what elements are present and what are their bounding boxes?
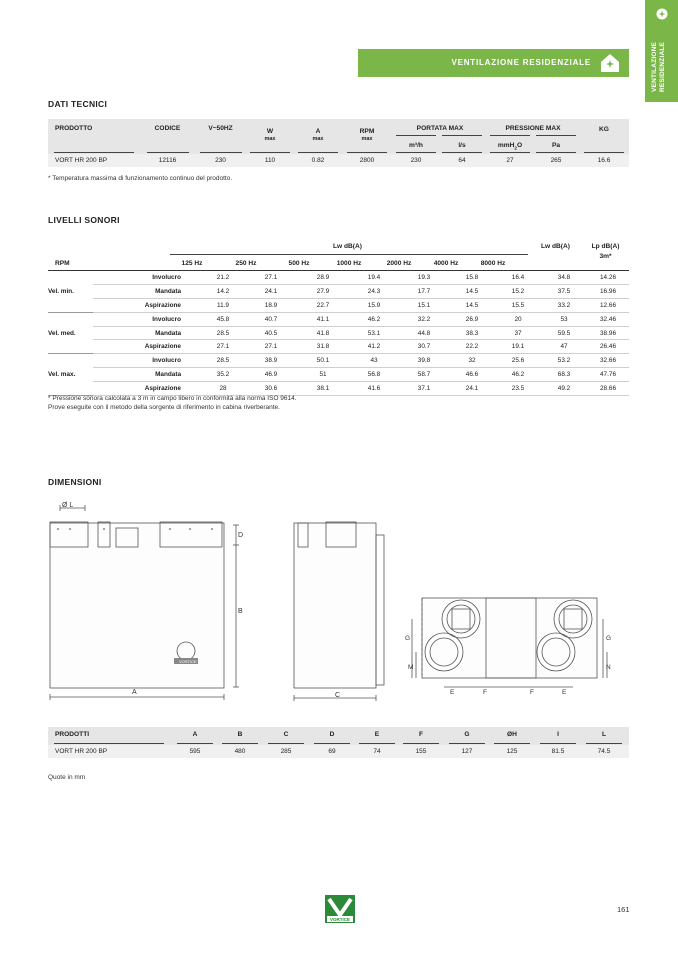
sound-row xyxy=(48,284,629,298)
sound-value: 16.4 xyxy=(495,271,541,284)
sound-row xyxy=(48,368,629,382)
sound-value: 46.6 xyxy=(449,368,495,382)
sound-value: 22.2 xyxy=(449,340,495,354)
sound-value: 22.7 xyxy=(297,298,349,312)
freq-header: 250 Hz xyxy=(235,260,257,267)
side-tab-label: VENTILAZIONE RESIDENZIALE xyxy=(651,41,666,92)
sound-value: 53.2 xyxy=(541,354,587,368)
sound-value: 38.96 xyxy=(587,326,629,340)
sound-value: 53.1 xyxy=(349,326,399,340)
sound-value: 34.8 xyxy=(541,271,587,284)
sound-row xyxy=(48,298,629,312)
col-volt: V~50HZ xyxy=(208,125,233,132)
dim-header: A xyxy=(192,731,198,738)
dim-header-rule xyxy=(359,743,395,744)
sound-value: 39.8 xyxy=(399,354,449,368)
sound-value: 59.5 xyxy=(541,326,587,340)
measure-label: Aspirazione xyxy=(93,298,201,312)
sound-value: 30.6 xyxy=(245,382,297,396)
dim-header: PRODOTTI xyxy=(55,731,90,738)
sound-value: 19.4 xyxy=(349,271,399,284)
row-w: 110 xyxy=(264,157,276,164)
sound-value: 53 xyxy=(541,312,587,326)
sound-value: 30.7 xyxy=(399,340,449,354)
dim-header-rule xyxy=(586,743,622,744)
dim-header: G xyxy=(464,731,470,738)
sound-value: 33.2 xyxy=(541,298,587,312)
dim-value: 69 xyxy=(328,748,336,755)
sound-row xyxy=(48,326,629,340)
sound-value: 15.8 xyxy=(449,271,495,284)
row-codice: 12116 xyxy=(158,157,177,164)
dim-header: F xyxy=(418,731,424,738)
row-pa: 265 xyxy=(550,157,562,164)
label-b: B xyxy=(238,608,243,615)
measure-label: Involucro xyxy=(93,271,201,284)
sound-value: 15.5 xyxy=(495,298,541,312)
col-w: W xyxy=(266,128,274,135)
row-mmh2o: 27 xyxy=(506,157,514,164)
sound-row xyxy=(48,340,629,354)
sound-value: 38.3 xyxy=(449,326,495,340)
col-codice: CODICE xyxy=(154,125,181,132)
freq-header: 2000 Hz xyxy=(386,260,412,267)
sound-value: 26.46 xyxy=(587,340,629,354)
sound-value: 41.6 xyxy=(349,382,399,396)
row-kg: 16.6 xyxy=(597,157,611,164)
rule-mmh2o xyxy=(490,152,530,153)
rule-rpm xyxy=(347,152,387,153)
dim-header-rule xyxy=(314,743,350,744)
label-brand: VORTICE xyxy=(179,659,197,664)
sound-row xyxy=(48,312,629,326)
dim-header-rule xyxy=(177,743,213,744)
sound-value: 12.66 xyxy=(587,298,629,312)
dim-header: L xyxy=(601,731,607,738)
label-f-left: F xyxy=(483,689,487,696)
col-kg: KG xyxy=(599,126,609,133)
dim-header-rule xyxy=(540,743,576,744)
sound-value: 27.1 xyxy=(245,271,297,284)
sound-value: 32.2 xyxy=(399,312,449,326)
rule-m3h xyxy=(396,152,436,153)
dim-value: 285 xyxy=(280,748,292,755)
sound-value: 14.5 xyxy=(449,284,495,298)
sound-value: 14.26 xyxy=(587,271,629,284)
sound-value: 45.8 xyxy=(201,312,245,326)
sound-value: 37 xyxy=(495,326,541,340)
row-prodotto: VORT HR 200 BP xyxy=(55,157,108,164)
vortice-logo xyxy=(325,895,355,923)
rule-w xyxy=(250,152,290,153)
dim-header-rule xyxy=(54,743,164,744)
col-ls: l/s xyxy=(458,142,466,149)
sound-value: 51 xyxy=(297,368,349,382)
sound-value: 38.9 xyxy=(245,354,297,368)
sound-value: 19.1 xyxy=(495,340,541,354)
sound-value: 44.8 xyxy=(399,326,449,340)
label-f-right: F xyxy=(530,689,534,696)
house-fan-icon xyxy=(599,52,621,74)
col-pressione: PRESSIONE MAX xyxy=(505,125,561,132)
sound-value: 32 xyxy=(449,354,495,368)
sound-value: 24.1 xyxy=(449,382,495,396)
label-d: D xyxy=(238,532,244,539)
col-pa: Pa xyxy=(551,142,561,149)
sound-value: 46.2 xyxy=(349,312,399,326)
rule-ls xyxy=(442,152,482,153)
label-a: A xyxy=(132,689,137,696)
sound-value: 27.1 xyxy=(245,340,297,354)
dimension-drawings xyxy=(40,495,630,710)
sound-value: 28.66 xyxy=(587,382,629,396)
sound-value: 32.66 xyxy=(587,354,629,368)
lp-sub-header: 3m* xyxy=(599,253,612,260)
portata-ls-rule xyxy=(442,135,482,136)
sound-value: 11.9 xyxy=(201,298,245,312)
sound-value: 56.8 xyxy=(349,368,399,382)
sound-value: 43 xyxy=(349,354,399,368)
lw-group-rule xyxy=(170,254,528,255)
dim-value: 74.5 xyxy=(597,748,611,755)
label-c: C xyxy=(335,692,341,699)
side-section-tab xyxy=(645,0,678,102)
sound-value: 16.96 xyxy=(587,284,629,298)
technical-data-title: DATI TECNICI xyxy=(48,99,108,109)
sound-value: 14.2 xyxy=(201,284,245,298)
rule-prodotto xyxy=(54,152,134,153)
dim-value: 74 xyxy=(373,748,381,755)
dim-header-rule xyxy=(268,743,304,744)
rule-pa xyxy=(536,152,576,153)
rule-codice xyxy=(147,152,189,153)
dim-header: B xyxy=(237,731,243,738)
sound-value: 28.9 xyxy=(297,271,349,284)
measure-label: Mandata xyxy=(93,326,201,340)
sound-value: 23.5 xyxy=(495,382,541,396)
lw-group-header: Lw dB(A) xyxy=(333,243,362,250)
dim-value: 81.5 xyxy=(551,748,565,755)
col-w-sub: max xyxy=(264,136,276,142)
sound-levels-title: LIVELLI SONORI xyxy=(48,215,120,225)
freq-header: 1000 Hz xyxy=(336,260,362,267)
sound-value: 46.9 xyxy=(245,368,297,382)
sound-value: 37.1 xyxy=(399,382,449,396)
pressione-pa-rule xyxy=(536,135,576,136)
label-n: N xyxy=(606,664,611,671)
dim-value: 595 xyxy=(189,748,201,755)
sound-value: 47.76 xyxy=(587,368,629,382)
top-view-drawing xyxy=(412,598,607,687)
sound-value: 41.8 xyxy=(297,326,349,340)
sound-row xyxy=(48,354,629,368)
label-g-right: G xyxy=(606,635,612,642)
dim-value: 127 xyxy=(461,748,473,755)
dim-header: I xyxy=(557,731,559,738)
label-e-right: E xyxy=(562,689,567,696)
sound-value: 68.3 xyxy=(541,368,587,382)
sound-value: 19.3 xyxy=(399,271,449,284)
col-rpm-sub: max xyxy=(361,136,373,142)
sound-value: 15.1 xyxy=(399,298,449,312)
label-m: M xyxy=(408,664,414,671)
sound-row xyxy=(48,271,629,284)
row-volt: 230 xyxy=(215,157,226,164)
freq-header: 4000 Hz xyxy=(433,260,459,267)
sound-value: 20 xyxy=(495,312,541,326)
rpm-header: RPM xyxy=(55,260,70,267)
dim-value: 480 xyxy=(234,748,246,755)
sound-value: 15.9 xyxy=(349,298,399,312)
sound-note-2: Prove eseguite con il metodo della sorgente di riferimento in cabina riverberante. xyxy=(48,404,280,411)
front-view-drawing xyxy=(50,505,239,700)
sound-value: 50.1 xyxy=(297,354,349,368)
technical-note: * Temperatura massima di funzionamento continuo del prodotto. xyxy=(48,175,233,182)
label-l: Ø L xyxy=(62,502,74,509)
dim-header-rule xyxy=(494,743,530,744)
section-banner xyxy=(358,49,629,77)
sound-value: 14.5 xyxy=(449,298,495,312)
sound-value: 46.2 xyxy=(495,368,541,382)
sound-value: 28 xyxy=(201,382,245,396)
dim-header: D xyxy=(329,731,335,738)
row-rpm: 2800 xyxy=(359,157,375,164)
row-ls: 64 xyxy=(458,157,466,164)
sound-value: 15.2 xyxy=(495,284,541,298)
dim-value: 155 xyxy=(415,748,427,755)
sound-value: 35.2 xyxy=(201,368,245,382)
pressione-mmh2o-rule xyxy=(490,135,530,136)
col-a-sub: max xyxy=(312,136,324,142)
dim-header-rule xyxy=(449,743,485,744)
vortice-logo-text: VORTICE xyxy=(329,917,351,922)
speed-label: Vel. max. xyxy=(48,354,93,396)
measure-label: Mandata xyxy=(93,368,201,382)
sound-value: 41.1 xyxy=(297,312,349,326)
dim-value: VORT HR 200 BP xyxy=(55,748,108,755)
banner-title: VENTILAZIONE RESIDENZIALE xyxy=(451,58,591,67)
label-e-left: E xyxy=(450,689,455,696)
side-view-drawing xyxy=(294,522,384,701)
col-mmh2o: mmH$_2$O xyxy=(497,142,523,151)
freq-header: 500 Hz xyxy=(288,260,310,267)
measure-label: Involucro xyxy=(93,354,201,368)
sound-value: 27.1 xyxy=(201,340,245,354)
col-portata: PORTATA MAX xyxy=(416,125,464,132)
sound-value: 47 xyxy=(541,340,587,354)
sound-value: 21.2 xyxy=(201,271,245,284)
measure-label: Aspirazione xyxy=(93,340,201,354)
sound-value: 28.5 xyxy=(201,354,245,368)
sound-value: 37.5 xyxy=(541,284,587,298)
sound-value: 41.2 xyxy=(349,340,399,354)
sound-value: 27.9 xyxy=(297,284,349,298)
sound-value: 40.7 xyxy=(245,312,297,326)
sound-levels-table xyxy=(48,271,629,396)
freq-header: 125 Hz xyxy=(181,260,203,267)
sound-value: 25.6 xyxy=(495,354,541,368)
dim-header-rule xyxy=(403,743,439,744)
row-m3h: 230 xyxy=(410,157,422,164)
sound-value: 18.9 xyxy=(245,298,297,312)
dim-value: 125 xyxy=(506,748,518,755)
col-prodotto: PRODOTTO xyxy=(55,125,93,132)
sound-value: 31.8 xyxy=(297,340,349,354)
dim-header: ØH xyxy=(507,731,517,738)
label-g-left: G xyxy=(405,635,411,642)
col-a: A xyxy=(315,128,321,135)
lw-total-header: Lw dB(A) xyxy=(541,243,570,250)
sound-value: 58.7 xyxy=(399,368,449,382)
sound-value: 49.2 xyxy=(541,382,587,396)
rule-kg xyxy=(584,152,624,153)
lp-total-header: Lp dB(A) xyxy=(591,243,620,250)
portata-m3h-rule xyxy=(396,135,436,136)
rule-a xyxy=(298,152,338,153)
sound-value: 28.5 xyxy=(201,326,245,340)
col-rpm: RPM xyxy=(359,128,375,135)
measure-label: Aspirazione xyxy=(93,382,201,396)
dimensions-title: DIMENSIONI xyxy=(48,477,102,487)
col-m3h: m³/h xyxy=(409,142,423,149)
dim-header-rule xyxy=(222,743,258,744)
sound-value: 32.46 xyxy=(587,312,629,326)
row-a: 0.82 xyxy=(311,157,325,164)
speed-label: Vel. min. xyxy=(48,271,93,312)
sound-value: 26.9 xyxy=(449,312,495,326)
sound-value: 38.1 xyxy=(297,382,349,396)
dim-header: E xyxy=(374,731,380,738)
measure-label: Mandata xyxy=(93,284,201,298)
page-number: 161 xyxy=(617,905,630,914)
measure-label: Involucro xyxy=(93,312,201,326)
dim-header: C xyxy=(283,731,289,738)
sound-value: 24.1 xyxy=(245,284,297,298)
sound-value: 40.5 xyxy=(245,326,297,340)
dimensions-note: Quote in mm xyxy=(48,774,86,781)
rule-volt xyxy=(200,152,242,153)
sound-value: 24.3 xyxy=(349,284,399,298)
speed-label: Vel. med. xyxy=(48,312,93,354)
sound-note-1: * Pressione sonora calcolata a 3 m in campo libero in conformità alla norma ISO 9614. xyxy=(48,395,297,402)
freq-header: 8000 Hz xyxy=(480,260,506,267)
sound-value: 17.7 xyxy=(399,284,449,298)
